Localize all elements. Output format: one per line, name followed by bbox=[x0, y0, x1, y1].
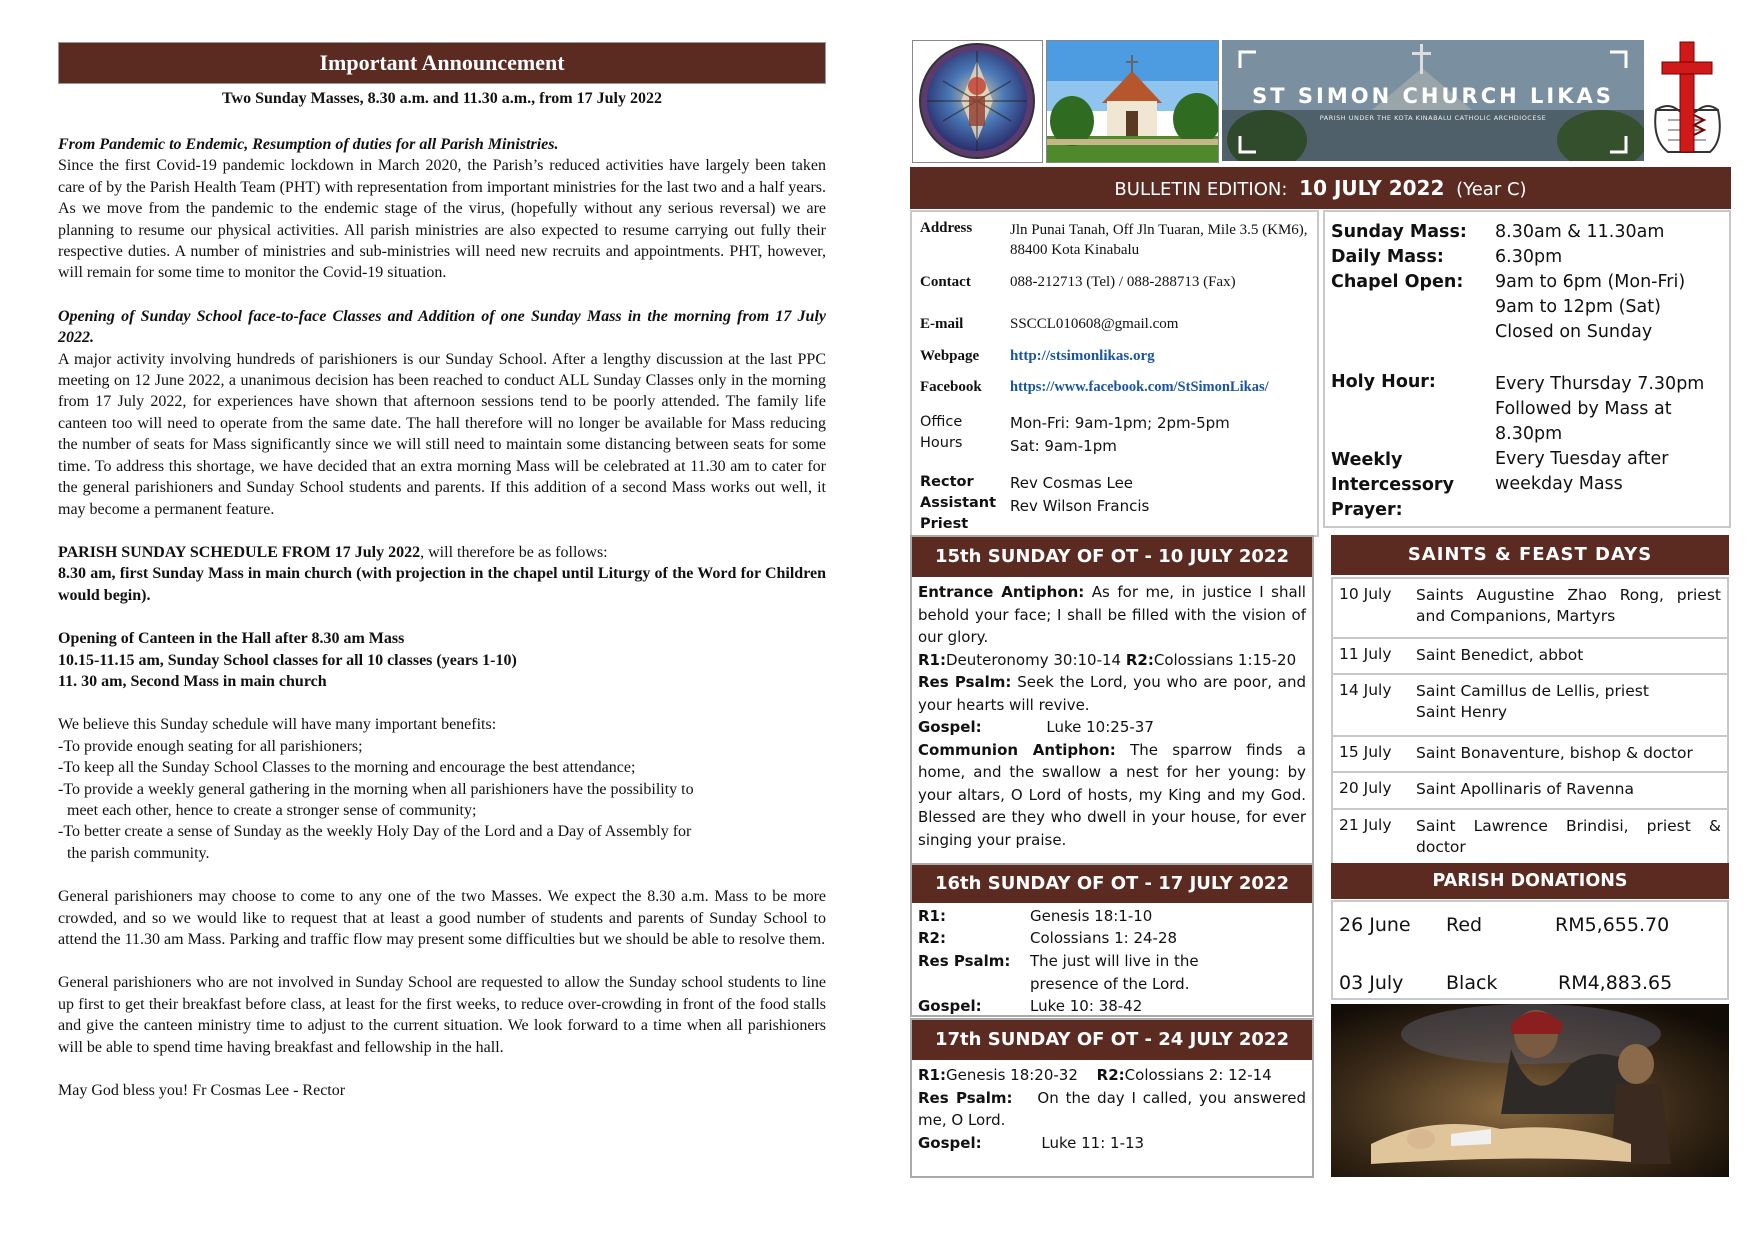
schedule-heading: PARISH SUNDAY SCHEDULE FROM 17 July 2022, will therefore be as follows: bbox=[58, 543, 608, 561]
list-item: 11 July Saint Benedict, abbot bbox=[1333, 639, 1727, 675]
church-subtitle: PARISH UNDER THE KOTA KINABALU CATHOLIC ARCHDIOCESE bbox=[1319, 114, 1547, 122]
sunday-16-box bbox=[910, 863, 1314, 1017]
paragraph-pandemic: Since the first Covid-19 pandemic lockdown in March 2020, the Parish’s reduced activities have largely been taken care of by the Parish Health Team (PHT) with representation from important ministries for the last two and a half years. As we move from the pandemic to the endemic stage of the virus, (hopefully without any serious reversal) we are planning to resume our physical activities. All parish ministries are also expected to resume carrying out fully their respective duties. A number of ministries and sub-ministries will need new recruits and appointments. PHT, however, will remain for some time to monitor the Covid-19 situation. bbox=[58, 157, 826, 282]
parish-info-box bbox=[910, 210, 1319, 537]
weekly-prayer-label: Weekly Intercessory Prayer: bbox=[1331, 450, 1454, 520]
sunday-17-title: 17th SUNDAY OF OT - 24 JULY 2022 bbox=[912, 1020, 1312, 1060]
closing-signature: May God bless you! Fr Cosmas Lee - Rector bbox=[58, 1082, 346, 1100]
parish-logo bbox=[1648, 40, 1728, 161]
sunday-17-readings: R1:Genesis 18:20-32 R2:Colossians 2: 12-14 Res Psalm: On the day I called, you answered me, O Lord. Gospel: Luke 11: 1-13 bbox=[918, 1066, 1306, 1152]
email-label: E-mail bbox=[920, 316, 964, 332]
clergy-names: Rev Cosmas Lee Rev Wilson Francis bbox=[1010, 474, 1150, 515]
bulletin-edition-bar bbox=[910, 167, 1731, 209]
email-value[interactable]: SSCCL010608@gmail.com bbox=[1010, 316, 1179, 332]
benefit-item: -To better create a sense of Sunday as the weekly Holy Day of the Lord and a Day of Assembly for bbox=[58, 823, 692, 841]
list-item: 21 July Saint Lawrence Brindisi, priest & doctor bbox=[1339, 816, 1721, 856]
church-name: ST SIMON CHURCH LIKAS bbox=[1252, 84, 1614, 108]
section-title-sunday-school: Opening of Sunday School face-to-face Classes and Addition of one Sunday Mass in the morning from 17 July 2022. bbox=[58, 307, 826, 347]
saints-list bbox=[1331, 577, 1729, 863]
benefit-item: -To provide a weekly general gathering in the morning when all parishioners have the possibility to bbox=[58, 780, 694, 798]
sunday-17-box bbox=[910, 1018, 1314, 1178]
paragraph-general-2: General parishioners who are not involved in Sunday School are requested to allow the Sunday school students to line up first to get their breakfast before class, at least for the first weeks, to reduce over-crowding in front of the food stalls and give the canteen ministry time to adjust to the current situation. We look forward to a time when all parishioners will be able to spend time having breakfast and fellowship in the hall. bbox=[58, 974, 826, 1056]
address-label: Address bbox=[920, 220, 973, 236]
saints-title: SAINTS & FEAST DAYS bbox=[1331, 535, 1729, 575]
donations-title: PARISH DONATIONS bbox=[1331, 863, 1729, 899]
sunday-15-title: 15th SUNDAY OF OT - 10 JULY 2022 bbox=[912, 537, 1312, 577]
schedule-line-canteen: Opening of Canteen in the Hall after 8.30 am Mass bbox=[58, 630, 405, 648]
bulletin-date: 10 JULY 2022 bbox=[1299, 176, 1445, 200]
benefit-item: -To keep all the Sunday School Classes to the morning and encourage the best attendance; bbox=[58, 759, 636, 777]
benefit-item: -To provide enough seating for all parishioners; bbox=[58, 737, 363, 755]
bulletin-label: BULLETIN EDITION: bbox=[1114, 179, 1288, 200]
church-banner bbox=[1222, 40, 1644, 161]
list-item: 20 July Saint Apollinaris of Ravenna bbox=[1333, 773, 1727, 810]
sunday-15-readings: Entrance Antiphon: As for me, in justice I shall behold your face; I shall be filled with the vision of our glory. R1:Deuteronomy 30:10-14 R2:Colossians 1:15-20 Res Psalm: Seek the Lord, you who are poor, and your hearts will revive. Gospel: Luke 10:25-37 Communion Antiphon: The sparrow finds a home, and the swallow a nest for her young: by your altars, O Lord of hosts, my King and my God. Blessed are they who dwell in your house, for ever singing your praise. bbox=[918, 583, 1306, 849]
church-photo bbox=[1046, 40, 1219, 163]
mass-times-box bbox=[1323, 210, 1731, 528]
benefit-item-cont: the parish community. bbox=[67, 844, 210, 862]
contact-label: Contact bbox=[920, 274, 971, 290]
sunday-16-readings: R1: Genesis 18:1-10 R2: Colossians 1: 24-28 Res Psalm: The just will live in the presence of the Lord. Gospel: Luke 10: 38-42 bbox=[918, 907, 1199, 1015]
paragraph-general-1: General parishioners may choose to come to any one of the two Masses. We expect the 8.30 a.m. Mass to be more crowded, and so we would like to request that at least a good number of students and parents of Sunday School to attend the 11.30 am Mass. Parking and traffic flow may present some difficulties but we should be able to resolve them. bbox=[58, 888, 826, 948]
list-item: 15 July Saint Bonaventure, bishop & doctor bbox=[1333, 737, 1727, 773]
schedule-line-first-mass: 8.30 am, first Sunday Mass in main church (with projection in the chapel until Liturgy of the Word for Children would begin). bbox=[58, 565, 826, 604]
holy-hour-label: Holy Hour: bbox=[1331, 372, 1436, 392]
list-item: 14 July Saint Camillus de Lellis, priest Saint Henry bbox=[1333, 675, 1727, 737]
facebook-link[interactable]: https://www.facebook.com/StSimonLikas/ bbox=[1010, 379, 1269, 395]
office-hours-value: Mon-Fri: 9am-1pm; 2pm-5pm Sat: 9am-1pm bbox=[1010, 414, 1230, 455]
announcement-subtitle: Two Sunday Masses, 8.30 a.m. and 11.30 a.m., from 17 July 2022 bbox=[222, 90, 662, 107]
schedule-line-second-mass: 11. 30 am, Second Mass in main church bbox=[58, 672, 327, 690]
bulletin-year: (Year C) bbox=[1456, 179, 1527, 200]
list-item: 10 July Saints Augustine Zhao Rong, priest and Companions, Martyrs bbox=[1333, 579, 1727, 639]
office-hours-label: Office Hours bbox=[920, 414, 963, 451]
religious-painting bbox=[1331, 1004, 1729, 1177]
webpage-label: Webpage bbox=[920, 348, 980, 364]
paragraph-sunday-school: A major activity involving hundreds of parishioners is our Sunday School. After a lengthy discussion at the last PPC meeting on 12 June 2022, a unanimous decision has been reached to conduct ALL Sunday Classes only in the morning from 17 July 2022, for experiences have shown that afternoon sessions tend to be poorly attended. The family life canteen too will need to operate from the same date. The hall therefore will no longer be available for Mass reducing the number of seats for Mass significantly since we will still need to maintain some distancing between seats for some time. To address this shortage, we have decided that an extra morning Mass will be celebrated at 11.30 am to cater for the general parishioners and Sunday School students and parents. If this addition of a second Mass works out well, it may become a permanent feature. bbox=[58, 350, 826, 518]
time-values: 8.30am & 11.30am 6.30pm 9am to 6pm (Mon-Fri) 9am to 12pm (Sat) Closed on Sunday bbox=[1495, 222, 1686, 342]
section-title-pandemic: From Pandemic to Endemic, Resumption of duties for all Parish Ministries. bbox=[58, 136, 559, 153]
stained-glass-image bbox=[912, 40, 1043, 163]
facebook-label: Facebook bbox=[920, 379, 982, 395]
holy-hour-value: Every Thursday 7.30pm Followed by Mass at 8.30pm Every Tuesday after weekday Mass bbox=[1495, 374, 1705, 494]
webpage-link[interactable]: http://stsimonlikas.org bbox=[1010, 348, 1155, 364]
address-value: Jln Punai Tanah, Off Jln Tuaran, Mile 3.5 (KM6), 88400 Kota Kinabalu bbox=[1010, 222, 1308, 258]
benefit-item-cont: meet each other, hence to create a stronger sense of community; bbox=[67, 801, 477, 819]
benefits-intro: We believe this Sunday schedule will have many important benefits: bbox=[58, 716, 497, 734]
donations-table bbox=[1331, 900, 1729, 1000]
announcement-column bbox=[58, 42, 826, 1101]
contact-value: 088-212713 (Tel) / 088-288713 (Fax) bbox=[1010, 274, 1236, 290]
schedule-line-classes: 10.15-11.15 am, Sunday School classes for all 10 classes (years 1-10) bbox=[58, 651, 517, 669]
sunday-15-box bbox=[910, 535, 1314, 865]
sunday-16-title: 16th SUNDAY OF OT - 17 JULY 2022 bbox=[912, 865, 1312, 903]
table-row: 26 June Red RM5,655.70 bbox=[1339, 914, 1670, 936]
clergy-labels: Rector Assistant Priest bbox=[920, 474, 997, 532]
table-row: 03 July Black RM4,883.65 bbox=[1339, 972, 1673, 994]
time-labels: Sunday Mass: Daily Mass: Chapel Open: bbox=[1331, 222, 1467, 292]
announcement-heading: Important Announcement bbox=[58, 42, 826, 84]
